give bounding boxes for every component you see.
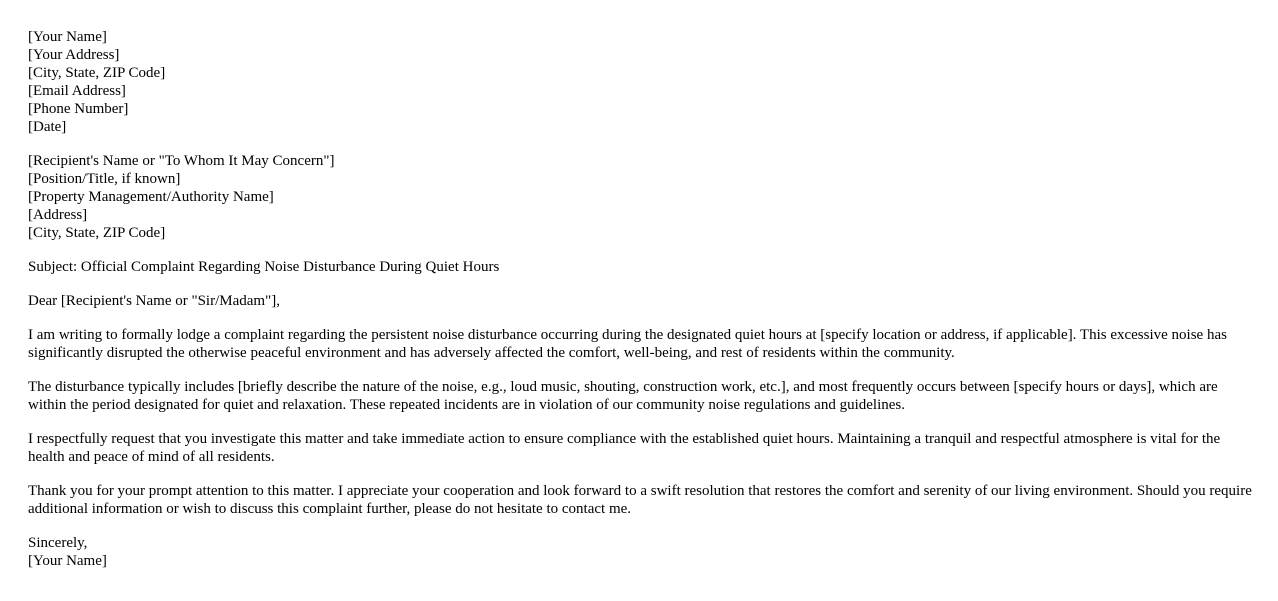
recipient-position: [Position/Title, if known] bbox=[28, 171, 181, 187]
recipient-organization: [Property Management/Authority Name] bbox=[28, 189, 274, 205]
recipient-name: [Recipient's Name or "To Whom It May Concern"] bbox=[28, 153, 335, 169]
letter bbox=[28, 28, 1253, 586]
sender-city-state-zip: [City, State, ZIP Code] bbox=[28, 65, 166, 81]
closing-block bbox=[28, 534, 1253, 570]
sender-phone: [Phone Number] bbox=[28, 101, 129, 117]
sender-email: [Email Address] bbox=[28, 83, 126, 99]
sender-address-block bbox=[28, 28, 1253, 136]
recipient-address: [Address] bbox=[28, 207, 88, 223]
salutation: Dear [Recipient's Name or "Sir/Madam"], bbox=[28, 293, 280, 309]
letter-date: [Date] bbox=[28, 119, 67, 135]
body-paragraph: I am writing to formally lodge a complaint regarding the persistent noise disturbance occurring during the designated quiet hours at [specify location or address, if applicable]. This excessive noise has significantly disrupted the otherwise peaceful environment and has adversely affected the comfort, well-being, and rest of residents within the community. bbox=[28, 327, 1227, 361]
recipient-city-state-zip: [City, State, ZIP Code] bbox=[28, 225, 166, 241]
sender-name: [Your Name] bbox=[28, 29, 107, 45]
body-paragraph: Thank you for your prompt attention to this matter. I appreciate your cooperation and look forward to a swift resolution that restores the comfort and serenity of our living environment. Should you require additional information or wish to discuss this complaint further, please do not hesitate to contact me. bbox=[28, 483, 1252, 517]
sender-address: [Your Address] bbox=[28, 47, 120, 63]
signature-name: [Your Name] bbox=[28, 553, 107, 569]
body-paragraph: I respectfully request that you investigate this matter and take immediate action to ensure compliance with the established quiet hours. Maintaining a tranquil and respectful atmosphere is vital for the health and peace of mind of all residents. bbox=[28, 431, 1221, 465]
body-paragraph: The disturbance typically includes [briefly describe the nature of the noise, e.g., loud music, shouting, construction work, etc.], and most frequently occurs between [specify hours or days], which are within the period designated for quiet and relaxation. These repeated incidents are in violation of our community noise regulations and guidelines. bbox=[28, 379, 1218, 413]
valediction: Sincerely, bbox=[28, 535, 88, 551]
recipient-address-block bbox=[28, 152, 1253, 242]
subject-line: Subject: Official Complaint Regarding Noise Disturbance During Quiet Hours bbox=[28, 259, 500, 275]
